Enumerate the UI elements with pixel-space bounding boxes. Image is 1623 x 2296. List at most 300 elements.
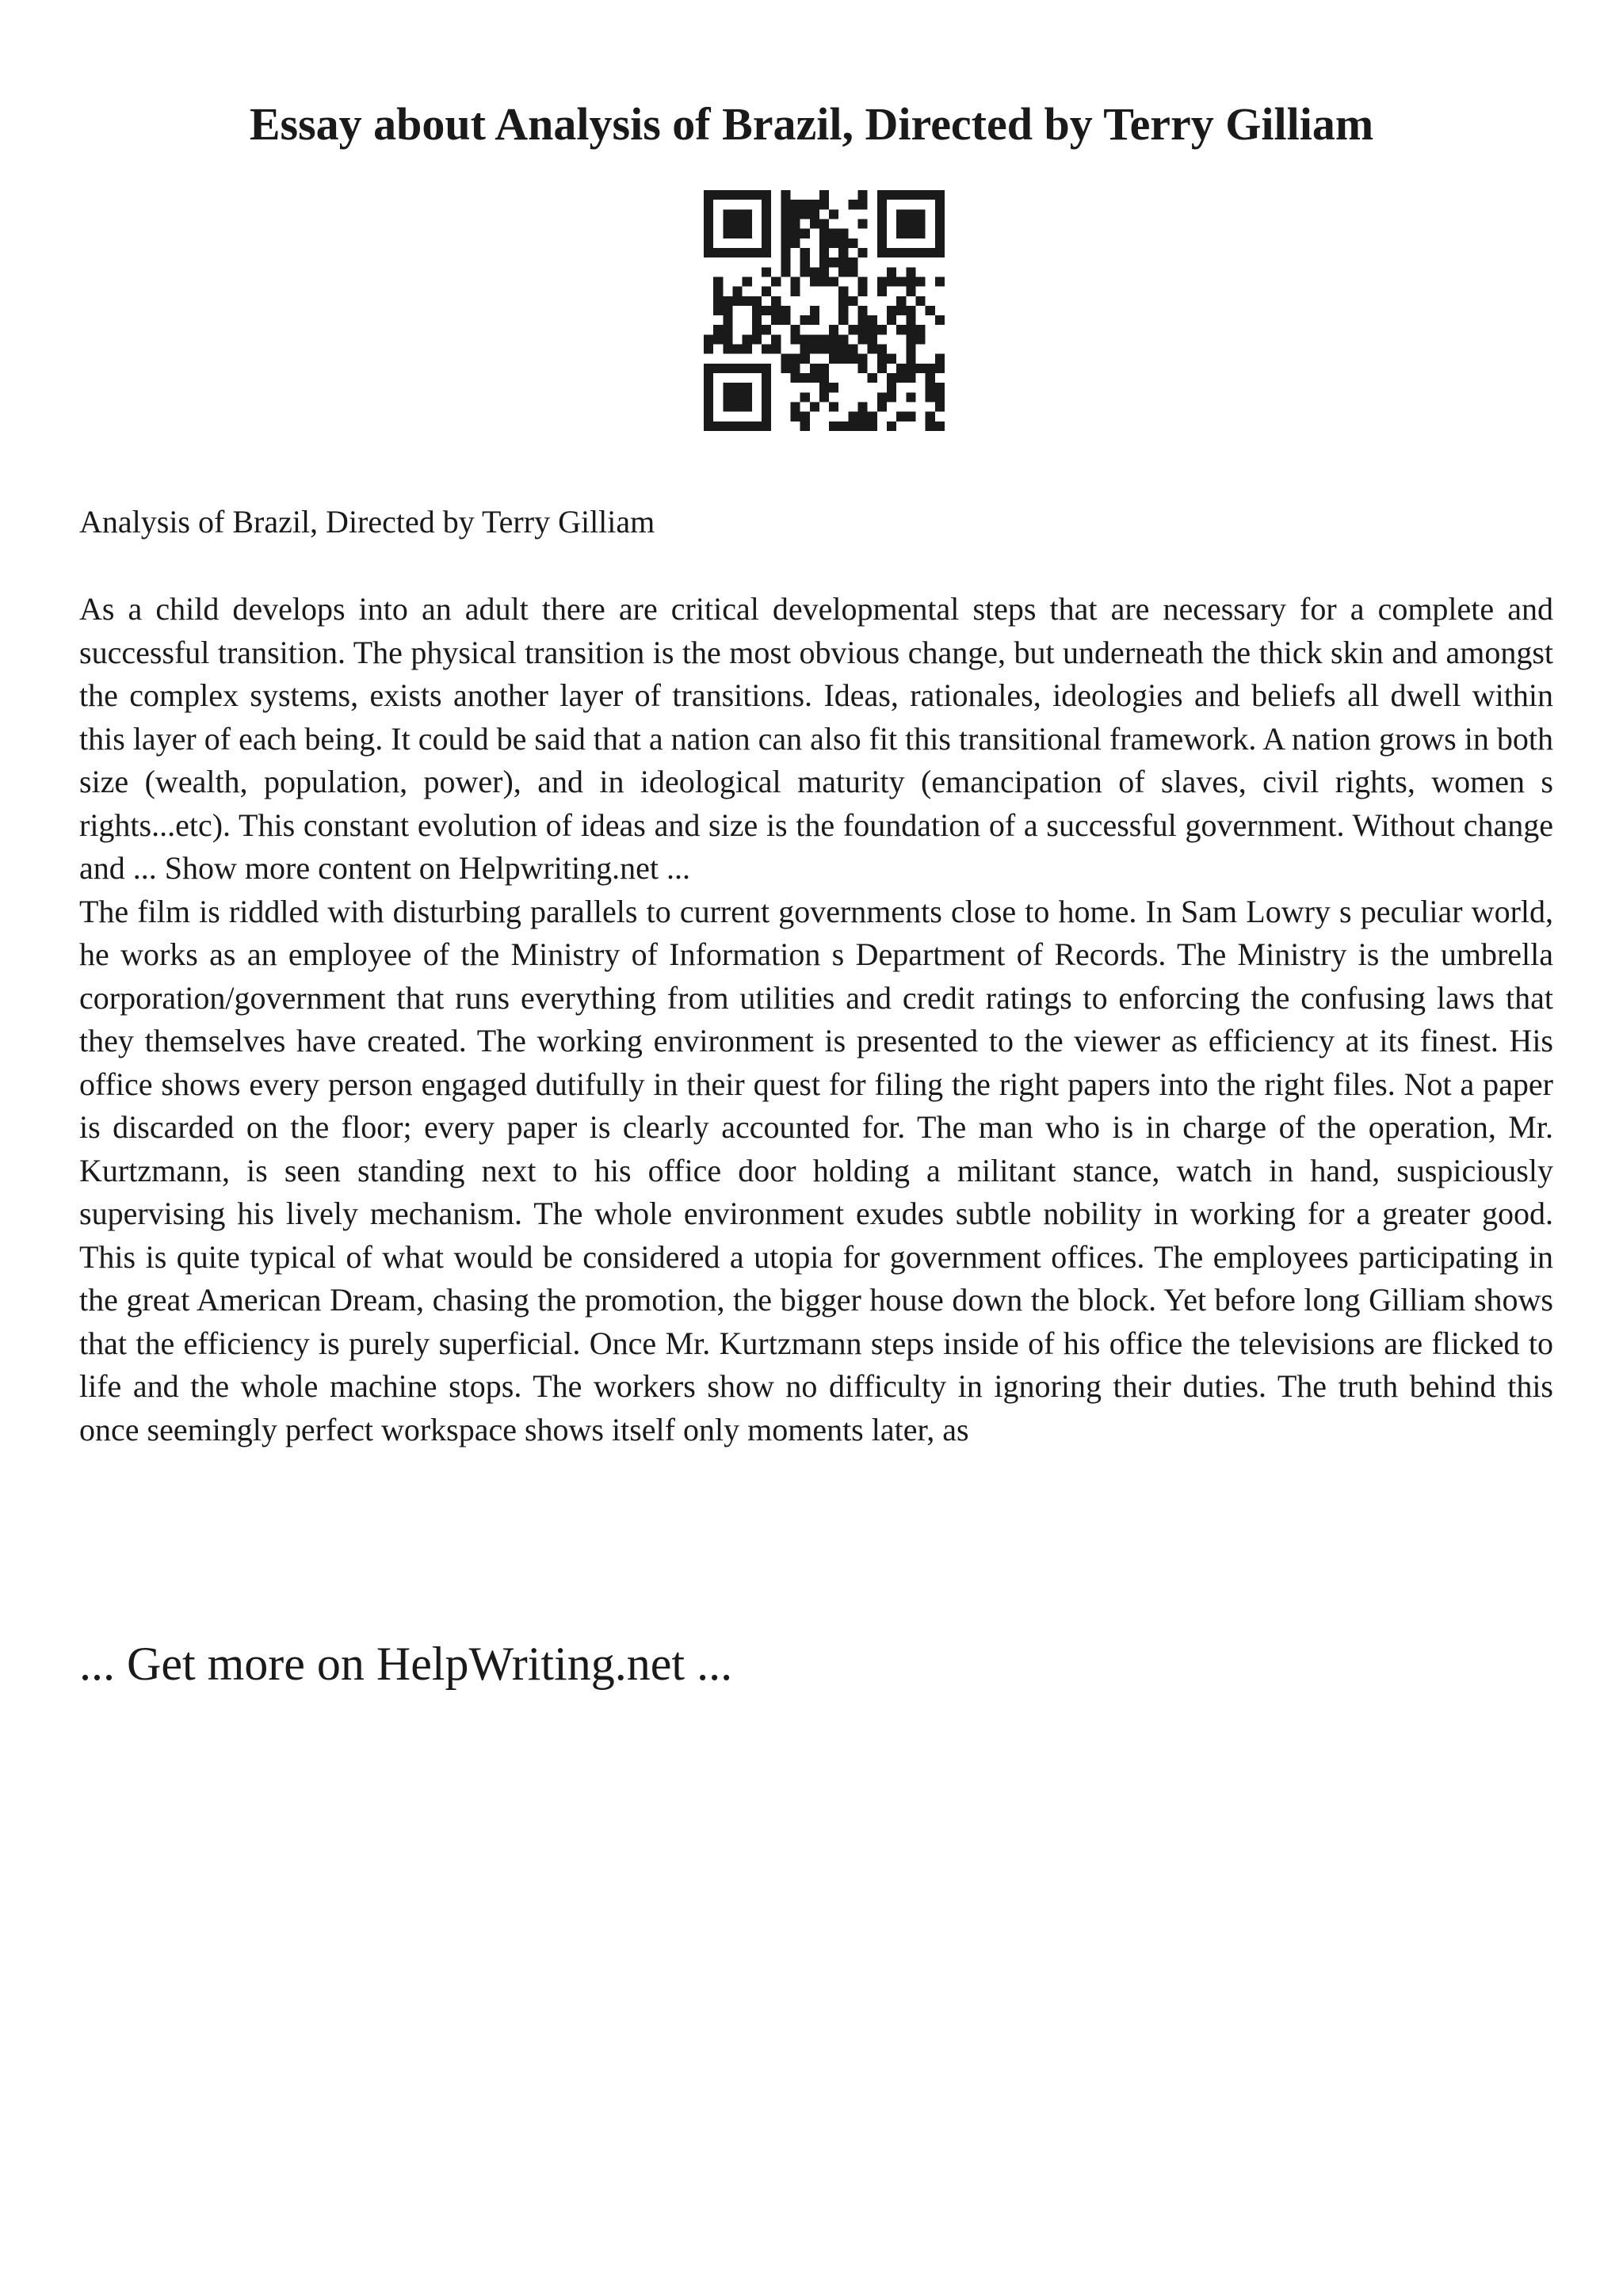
qr-module xyxy=(935,190,945,200)
qr-module xyxy=(732,248,742,257)
qr-module xyxy=(877,238,887,248)
qr-module xyxy=(819,277,829,286)
qr-module xyxy=(762,383,771,392)
qr-module xyxy=(896,209,906,219)
qr-module xyxy=(723,364,732,373)
qr-module xyxy=(868,373,877,383)
qr-module xyxy=(704,373,713,383)
qr-module xyxy=(790,364,800,373)
qr-module xyxy=(935,383,945,392)
qr-module xyxy=(723,306,732,315)
qr-module xyxy=(877,392,887,402)
qr-module xyxy=(858,354,868,364)
qr-module xyxy=(762,219,771,228)
qr-module xyxy=(906,267,915,277)
qr-module xyxy=(896,325,906,334)
qr-module xyxy=(935,200,945,209)
qr-module xyxy=(887,267,896,277)
qr-module xyxy=(926,392,935,402)
qr-module xyxy=(781,315,790,325)
qr-module xyxy=(868,412,877,421)
qr-code-icon xyxy=(704,190,945,431)
qr-module xyxy=(819,248,829,257)
qr-module xyxy=(723,190,732,200)
qr-module xyxy=(781,219,790,228)
qr-module xyxy=(743,364,752,373)
qr-module xyxy=(848,257,857,267)
qr-module xyxy=(906,277,915,286)
essay-paragraph: The film is riddled with disturbing parallels to current governments close to home. In Sam Lowry s peculiar world, he works as an employee of the Ministry of Information s Department of Records. The Ministry is the umbrella corporation/government that runs everything from utilities and credit ratings to enforcing the confusing laws that they themselves have created. The working environment is presented to the viewer as efficiency at its finest. His office shows every person engaged dutifully in their quest for filing the right papers into the right files. Not a paper is discarded on the floor; every paper is clearly accounted for. The man who is in charge of the operation, Mr. Kurtzmann, is seen standing next to his office door holding a militant stance, watch in hand, suspiciously supervising his lively mechanism. The whole environment exudes subtle nobility in working for a greater good. This is quite typical of what would be considered a utopia for government offices. The employees participating in the great American Dream, chasing the promotion, the bigger house down the block. Yet before long Gilliam shows that the efficiency is purely superficial. Once Mr. Kurtzmann steps inside of his office the televisions are flicked to life and the whole machine stops. The workers show no difficulty in ignoring their duties. The truth behind this once seemingly perfect workspace shows itself only moments later, as xyxy=(79,893,1553,1447)
qr-module xyxy=(838,267,848,277)
qr-module xyxy=(743,345,752,354)
qr-module xyxy=(790,373,800,383)
qr-module xyxy=(906,364,915,373)
qr-module xyxy=(800,373,810,383)
qr-module xyxy=(810,200,819,209)
qr-module xyxy=(838,421,848,431)
qr-module xyxy=(916,364,926,373)
qr-module xyxy=(896,190,906,200)
qr-module xyxy=(704,248,713,257)
qr-module xyxy=(762,345,771,354)
qr-module xyxy=(848,354,857,364)
qr-module xyxy=(829,345,838,354)
qr-module xyxy=(926,190,935,200)
qr-module xyxy=(935,421,945,431)
qr-module xyxy=(781,257,790,267)
qr-module xyxy=(810,267,819,277)
get-more-link[interactable]: ... Get more on HelpWriting.net ... xyxy=(79,1638,733,1690)
qr-module xyxy=(858,315,868,325)
qr-module xyxy=(743,402,752,412)
qr-module xyxy=(752,315,762,325)
qr-module xyxy=(848,412,857,421)
qr-module xyxy=(926,364,935,373)
qr-module xyxy=(743,248,752,257)
qr-module xyxy=(916,277,926,286)
qr-module xyxy=(896,248,906,257)
qr-module xyxy=(771,315,781,325)
qr-module xyxy=(896,306,906,315)
qr-module xyxy=(723,402,732,412)
qr-module xyxy=(887,190,896,200)
qr-module xyxy=(762,373,771,383)
qr-module xyxy=(732,421,742,431)
qr-module xyxy=(906,229,915,238)
qr-module xyxy=(800,229,810,238)
qr-module xyxy=(935,238,945,248)
qr-module xyxy=(752,325,762,334)
qr-module xyxy=(838,334,848,344)
qr-module xyxy=(906,315,915,325)
qr-module xyxy=(762,229,771,238)
qr-module xyxy=(732,392,742,402)
qr-module xyxy=(935,402,945,412)
qr-module xyxy=(732,219,742,228)
qr-module xyxy=(848,421,857,431)
qr-module xyxy=(790,219,800,228)
qr-module xyxy=(906,219,915,228)
qr-module xyxy=(829,229,838,238)
qr-module xyxy=(800,267,810,277)
qr-module xyxy=(762,402,771,412)
qr-module xyxy=(887,392,896,402)
qr-module xyxy=(723,325,732,334)
qr-module xyxy=(935,354,945,364)
qr-module xyxy=(877,248,887,257)
qr-module xyxy=(743,277,752,286)
qr-module xyxy=(877,287,887,296)
qr-module xyxy=(858,334,868,344)
qr-module xyxy=(819,364,829,373)
qr-module xyxy=(935,209,945,219)
qr-module xyxy=(906,412,915,421)
qr-module xyxy=(819,190,829,200)
qr-module xyxy=(800,412,810,421)
qr-module xyxy=(723,209,732,219)
qr-module xyxy=(732,287,742,296)
qr-module xyxy=(800,392,810,402)
qr-module xyxy=(829,325,838,334)
qr-module xyxy=(800,354,810,364)
qr-module xyxy=(723,345,732,354)
qr-module xyxy=(829,421,838,431)
qr-module xyxy=(732,364,742,373)
qr-module xyxy=(848,200,857,209)
qr-module xyxy=(926,412,935,421)
qr-module xyxy=(906,287,915,296)
qr-module xyxy=(916,209,926,219)
qr-module xyxy=(790,325,800,334)
qr-module xyxy=(906,306,915,315)
qr-module xyxy=(810,402,819,412)
qr-module xyxy=(752,248,762,257)
qr-module xyxy=(704,200,713,209)
qr-module xyxy=(771,345,781,354)
qr-module xyxy=(781,354,790,364)
qr-module xyxy=(771,277,781,286)
document-title: Essay about Analysis of Brazil, Directed by Terry Gilliam xyxy=(249,98,1374,150)
qr-module xyxy=(743,296,752,306)
qr-module xyxy=(858,412,868,421)
qr-module xyxy=(732,402,742,412)
qr-module xyxy=(762,200,771,209)
qr-module xyxy=(877,354,887,364)
qr-module xyxy=(790,238,800,248)
qr-module xyxy=(916,229,926,238)
qr-module xyxy=(810,345,819,354)
qr-module xyxy=(858,200,868,209)
qr-module xyxy=(906,248,915,257)
qr-module xyxy=(877,345,887,354)
qr-module xyxy=(926,373,935,383)
qr-module xyxy=(704,412,713,421)
qr-module xyxy=(916,190,926,200)
qr-module xyxy=(723,296,732,306)
qr-module xyxy=(790,200,800,209)
qr-module xyxy=(896,229,906,238)
qr-module xyxy=(810,334,819,344)
qr-module xyxy=(752,364,762,373)
qr-module xyxy=(704,238,713,248)
qr-module xyxy=(704,209,713,219)
qr-module xyxy=(916,334,926,344)
qr-module xyxy=(829,354,838,364)
qr-module xyxy=(926,306,935,315)
qr-module xyxy=(887,306,896,315)
qr-module xyxy=(926,383,935,392)
qr-module xyxy=(743,383,752,392)
qr-module xyxy=(790,209,800,219)
qr-code-graphic xyxy=(704,190,945,431)
qr-module xyxy=(896,373,906,383)
qr-module xyxy=(713,287,723,296)
qr-module xyxy=(858,364,868,373)
qr-module xyxy=(877,277,887,286)
qr-module xyxy=(810,277,819,286)
qr-module xyxy=(781,200,790,209)
qr-module xyxy=(723,315,732,325)
qr-module xyxy=(819,334,829,344)
qr-module xyxy=(781,229,790,238)
qr-module xyxy=(838,354,848,364)
qr-module xyxy=(790,412,800,421)
qr-module xyxy=(752,334,762,344)
qr-module xyxy=(935,248,945,257)
qr-module xyxy=(868,421,877,431)
qr-module xyxy=(935,364,945,373)
qr-module xyxy=(781,306,790,315)
qr-module xyxy=(906,334,915,344)
qr-module xyxy=(790,334,800,344)
qr-module xyxy=(752,421,762,431)
qr-module xyxy=(752,190,762,200)
qr-module xyxy=(781,190,790,200)
qr-module xyxy=(838,238,848,248)
qr-module xyxy=(906,209,915,219)
qr-module xyxy=(896,219,906,228)
qr-module xyxy=(713,364,723,373)
qr-module xyxy=(838,257,848,267)
qr-module xyxy=(743,209,752,219)
qr-module xyxy=(887,373,896,383)
qr-module xyxy=(877,200,887,209)
qr-module xyxy=(877,325,887,334)
qr-module xyxy=(800,200,810,209)
qr-module xyxy=(800,209,810,219)
qr-module xyxy=(704,402,713,412)
qr-module xyxy=(916,325,926,334)
qr-module xyxy=(887,315,896,325)
qr-module xyxy=(916,296,926,306)
qr-module xyxy=(848,267,857,277)
qr-module xyxy=(723,229,732,238)
qr-module xyxy=(790,287,800,296)
qr-module xyxy=(838,296,848,306)
qr-module xyxy=(713,277,723,286)
qr-module xyxy=(762,267,771,277)
qr-module xyxy=(868,315,877,325)
qr-module xyxy=(858,219,868,228)
qr-module xyxy=(762,248,771,257)
qr-module xyxy=(848,296,857,306)
qr-module xyxy=(877,364,887,373)
qr-module xyxy=(713,334,723,344)
qr-module xyxy=(732,296,742,306)
qr-module xyxy=(829,209,838,219)
qr-module xyxy=(868,325,877,334)
qr-module xyxy=(810,306,819,315)
qr-module xyxy=(819,257,829,267)
qr-module xyxy=(713,421,723,431)
qr-module xyxy=(732,209,742,219)
qr-module xyxy=(800,257,810,267)
qr-module xyxy=(838,345,848,354)
qr-module xyxy=(935,229,945,238)
qr-module xyxy=(743,229,752,238)
qr-module xyxy=(704,334,713,344)
qr-module xyxy=(723,219,732,228)
qr-module xyxy=(781,238,790,248)
qr-module xyxy=(732,383,742,392)
qr-module xyxy=(829,238,838,248)
qr-module xyxy=(926,248,935,257)
qr-module xyxy=(762,412,771,421)
qr-module xyxy=(858,402,868,412)
qr-module xyxy=(781,209,790,219)
qr-module xyxy=(916,248,926,257)
qr-module xyxy=(906,325,915,334)
qr-module xyxy=(858,248,868,257)
qr-module xyxy=(896,364,906,373)
qr-module xyxy=(906,345,915,354)
qr-module xyxy=(838,229,848,238)
qr-module xyxy=(713,325,723,334)
qr-module xyxy=(743,334,752,344)
qr-module xyxy=(800,248,810,257)
qr-module xyxy=(819,200,829,209)
qr-module xyxy=(752,306,762,315)
qr-module xyxy=(848,345,857,354)
qr-module xyxy=(704,345,713,354)
qr-module xyxy=(762,190,771,200)
qr-module xyxy=(790,229,800,238)
qr-module xyxy=(704,383,713,392)
qr-module xyxy=(858,306,868,315)
qr-module xyxy=(896,296,906,306)
qr-module xyxy=(800,421,810,431)
qr-module xyxy=(762,364,771,373)
qr-module xyxy=(887,383,896,392)
qr-module xyxy=(877,229,887,238)
qr-module xyxy=(906,392,915,402)
qr-module xyxy=(732,229,742,238)
qr-module xyxy=(887,248,896,257)
qr-module xyxy=(935,392,945,402)
essay-paragraph: As a child develops into an adult there are critical developmental steps that are necessary for a complete and successful transition. The physical transition is the most obvious change, but underneath the thick skin and amongst the complex systems, exists another layer of transitions. Ideas, rationales, ideologies and beliefs all dwell within this layer of each being. It could be said that a nation can also fit this transitional framework. A nation grows in both size (wealth, population, power), and in ideological maturity (emancipation of slaves, civil rights, women s rights...etc). This constant evolution of ideas and size is the foundation of a successful government. Without change and ... Show more content on Helpwriting.net ... xyxy=(79,591,1553,886)
qr-module xyxy=(848,238,857,248)
qr-module xyxy=(896,277,906,286)
qr-module xyxy=(838,248,848,257)
qr-module xyxy=(935,277,945,286)
qr-module xyxy=(877,402,887,412)
qr-module xyxy=(877,209,887,219)
qr-module xyxy=(781,364,790,373)
qr-module xyxy=(732,190,742,200)
qr-module xyxy=(858,190,868,200)
qr-module xyxy=(838,287,848,296)
qr-module xyxy=(800,345,810,354)
qr-module xyxy=(829,402,838,412)
qr-module xyxy=(858,421,868,431)
qr-module xyxy=(781,267,790,277)
qr-module xyxy=(838,306,848,315)
qr-module xyxy=(858,287,868,296)
qr-module xyxy=(858,325,868,334)
qr-module xyxy=(868,345,877,354)
qr-module xyxy=(762,238,771,248)
qr-module xyxy=(762,209,771,219)
qr-module xyxy=(723,248,732,257)
qr-module xyxy=(704,219,713,228)
qr-module xyxy=(819,267,829,277)
qr-module xyxy=(743,392,752,402)
qr-module xyxy=(887,354,896,364)
qr-module xyxy=(752,296,762,306)
qr-module xyxy=(762,287,771,296)
qr-module xyxy=(762,325,771,334)
essay-body xyxy=(79,588,1553,1451)
qr-module xyxy=(819,345,829,354)
qr-module xyxy=(800,315,810,325)
qr-module xyxy=(790,402,800,412)
qr-module xyxy=(781,248,790,257)
qr-module xyxy=(819,238,829,248)
qr-module xyxy=(819,392,829,402)
qr-module xyxy=(926,421,935,431)
qr-module xyxy=(838,315,848,325)
qr-module xyxy=(935,315,945,325)
qr-module xyxy=(713,306,723,315)
qr-module xyxy=(848,325,857,334)
qr-module xyxy=(704,421,713,431)
qr-module xyxy=(858,277,868,286)
qr-module xyxy=(819,373,829,383)
qr-module xyxy=(810,315,819,325)
qr-module xyxy=(906,354,915,364)
qr-module xyxy=(723,383,732,392)
qr-module xyxy=(762,392,771,402)
qr-module xyxy=(732,345,742,354)
qr-module xyxy=(819,383,829,392)
qr-module xyxy=(868,334,877,344)
qr-module xyxy=(829,334,838,344)
qr-module xyxy=(790,354,800,364)
qr-module xyxy=(771,296,781,306)
qr-module xyxy=(743,421,752,431)
qr-module xyxy=(810,209,819,219)
qr-module xyxy=(906,373,915,383)
qr-module xyxy=(829,277,838,286)
qr-module xyxy=(877,219,887,228)
qr-module xyxy=(810,373,819,383)
qr-module xyxy=(771,306,781,315)
qr-module xyxy=(810,219,819,228)
qr-module xyxy=(887,277,896,286)
qr-module xyxy=(790,277,800,286)
qr-module xyxy=(713,190,723,200)
qr-module xyxy=(723,392,732,402)
